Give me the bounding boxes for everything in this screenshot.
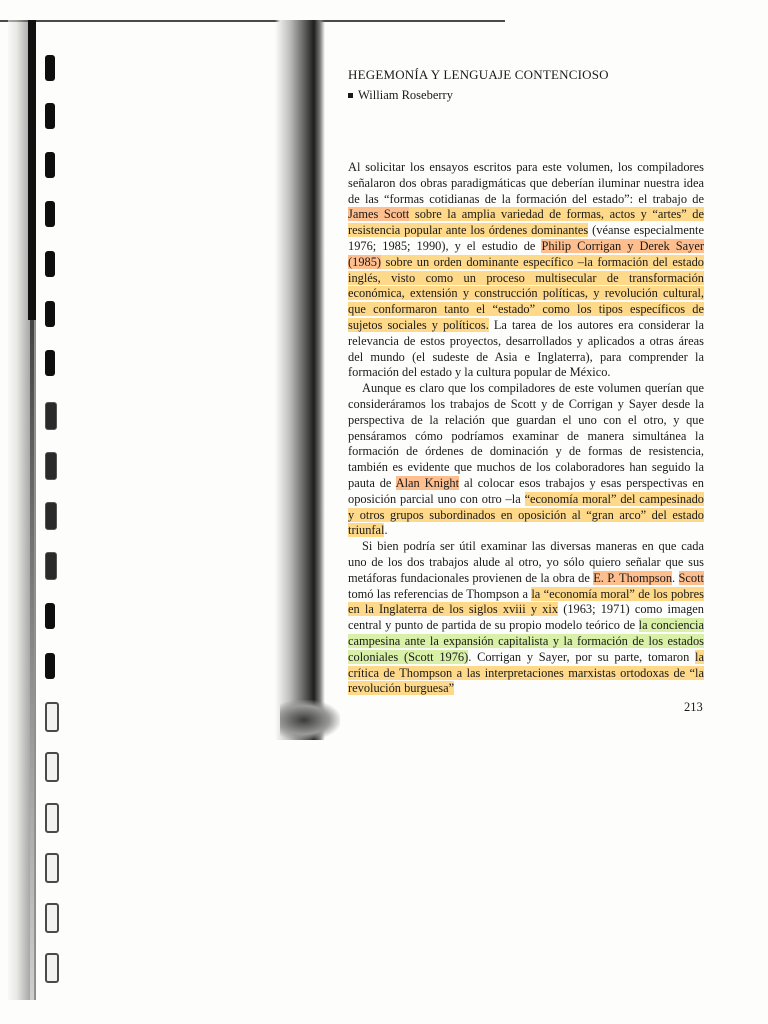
binder-hole — [45, 103, 55, 129]
binder-hole — [45, 702, 59, 732]
left-scan-border-fade — [30, 320, 34, 1000]
text-run: La tarea de los autores era considerar la relevancia de estos proyectos, desarrollados y aplicados a otras áreas del mundo (el sudeste de Asia e Inglaterra), para comprender la formación del estado y la cultura popular de México. — [348, 317, 704, 380]
page-number: 213 — [684, 700, 703, 714]
paragraph — [348, 160, 704, 381]
text-run: (véanse especialmente 1976; 1985; 1990), y el estudio de — [348, 223, 704, 253]
copy-top-edge — [0, 20, 505, 22]
book-spine-tail — [280, 700, 340, 740]
highlighted-text: la crítica de Thompson a las interpretaciones marxistas ortodoxas de “la revolución burguesa” — [348, 649, 704, 696]
binder-hole — [45, 502, 57, 530]
left-scan-border-dark — [28, 20, 36, 320]
text-run: (1963; 1971) como imagen central y punto de partida de su propio modelo teórico de — [348, 602, 704, 633]
binder-hole — [45, 953, 59, 983]
binder-hole — [45, 350, 55, 376]
highlighted-text: sobre la amplia variedad de formas, actos y “artes” de resistencia popular ante los órdenes dominantes — [348, 207, 704, 238]
text-run: Aunque es claro que los compiladores de este volumen querían que consideráramos los trabajos de Scott y de Corrigan y Sayer desde la perspectiva de la relación que guardan el uno con el otro, y que pensáramos cómo podríamos examinar de manera simultánea la formación de órdenes de dominación y de formas de resistencia, también es evidente que muchos de los colaboradores han seguido la pauta de — [348, 381, 704, 490]
highlighted-text: sobre un orden dominante específico –la formación del estado inglés, visto como un proceso multisecular de transformación económica, extensión y construcción políticas, y revolución cultural, que conformaron tanto el “estado” como los tipos específicos de sujetos sociales y políticos. — [348, 254, 704, 332]
binder-hole — [45, 201, 55, 227]
binder-hole — [45, 55, 55, 81]
highlighted-text: la conciencia campesina ante la expansión capitalista y la formación de los estados coloniales (Scott 1976) — [348, 618, 704, 664]
text-run: . — [672, 570, 679, 585]
body-text — [348, 160, 704, 697]
book-spine-shadow — [275, 20, 325, 740]
binder-hole — [45, 752, 59, 782]
binder-hole — [45, 152, 55, 178]
highlighted-text: Philip Corrigan y Derek Sayer — [541, 238, 704, 253]
author-name: William Roseberry — [358, 88, 453, 102]
paragraph — [348, 381, 704, 539]
bullet-icon — [348, 93, 353, 98]
binder-hole — [45, 552, 57, 580]
highlighted-text: la “economía moral” de los pobres en la Inglaterra de los siglos xviii y xix — [348, 586, 704, 617]
binder-hole — [45, 251, 55, 277]
text-run: al colocar esos trabajos y esas perspectivas en oposición parcial uno con otro –la — [348, 475, 704, 506]
author-line — [348, 88, 708, 103]
binder-hole — [45, 853, 59, 883]
text-run: Si bien podría ser útil examinar las diversas maneras en que cada uno de los dos trabajos alude al otro, yo sólo quiero señalar que sus metáforas fundacionales provienen de la obra de — [348, 539, 704, 585]
text-run: Al solicitar los ensayos escritos para este volumen, los compiladores señalaron dos obras paradigmáticas que deberían iluminar nuestra idea de las “formas cotidianas de la formación del estado”: el trabajo de — [348, 160, 704, 206]
text-run: . — [384, 523, 388, 538]
binder-hole — [45, 653, 55, 679]
binder-hole — [45, 452, 57, 480]
highlighted-text: Scott — [678, 570, 704, 585]
highlighted-text: Alan Knight — [395, 475, 460, 490]
binder-hole — [45, 301, 55, 327]
binder-hole — [45, 402, 57, 430]
highlighted-text: E. P. Thompson — [593, 570, 673, 585]
binder-hole — [45, 903, 59, 933]
paragraph — [348, 539, 704, 697]
running-head-title: HEGEMONÍA Y LENGUAJE CONTENCIOSO — [348, 67, 609, 82]
text-run: tomó las referencias de Thompson a — [348, 586, 532, 601]
highlighted-text: “economía moral” del campesinado y otros grupos subordinados en oposición al “gran arco” del estado triunfal — [348, 491, 704, 538]
text-run: . Corrigan y Sayer, por su parte, tomaron — [468, 649, 696, 664]
binder-hole — [45, 803, 59, 833]
binder-hole — [45, 603, 55, 629]
highlighted-text: (1985) — [348, 254, 382, 269]
highlighted-text: James Scott — [348, 207, 410, 222]
